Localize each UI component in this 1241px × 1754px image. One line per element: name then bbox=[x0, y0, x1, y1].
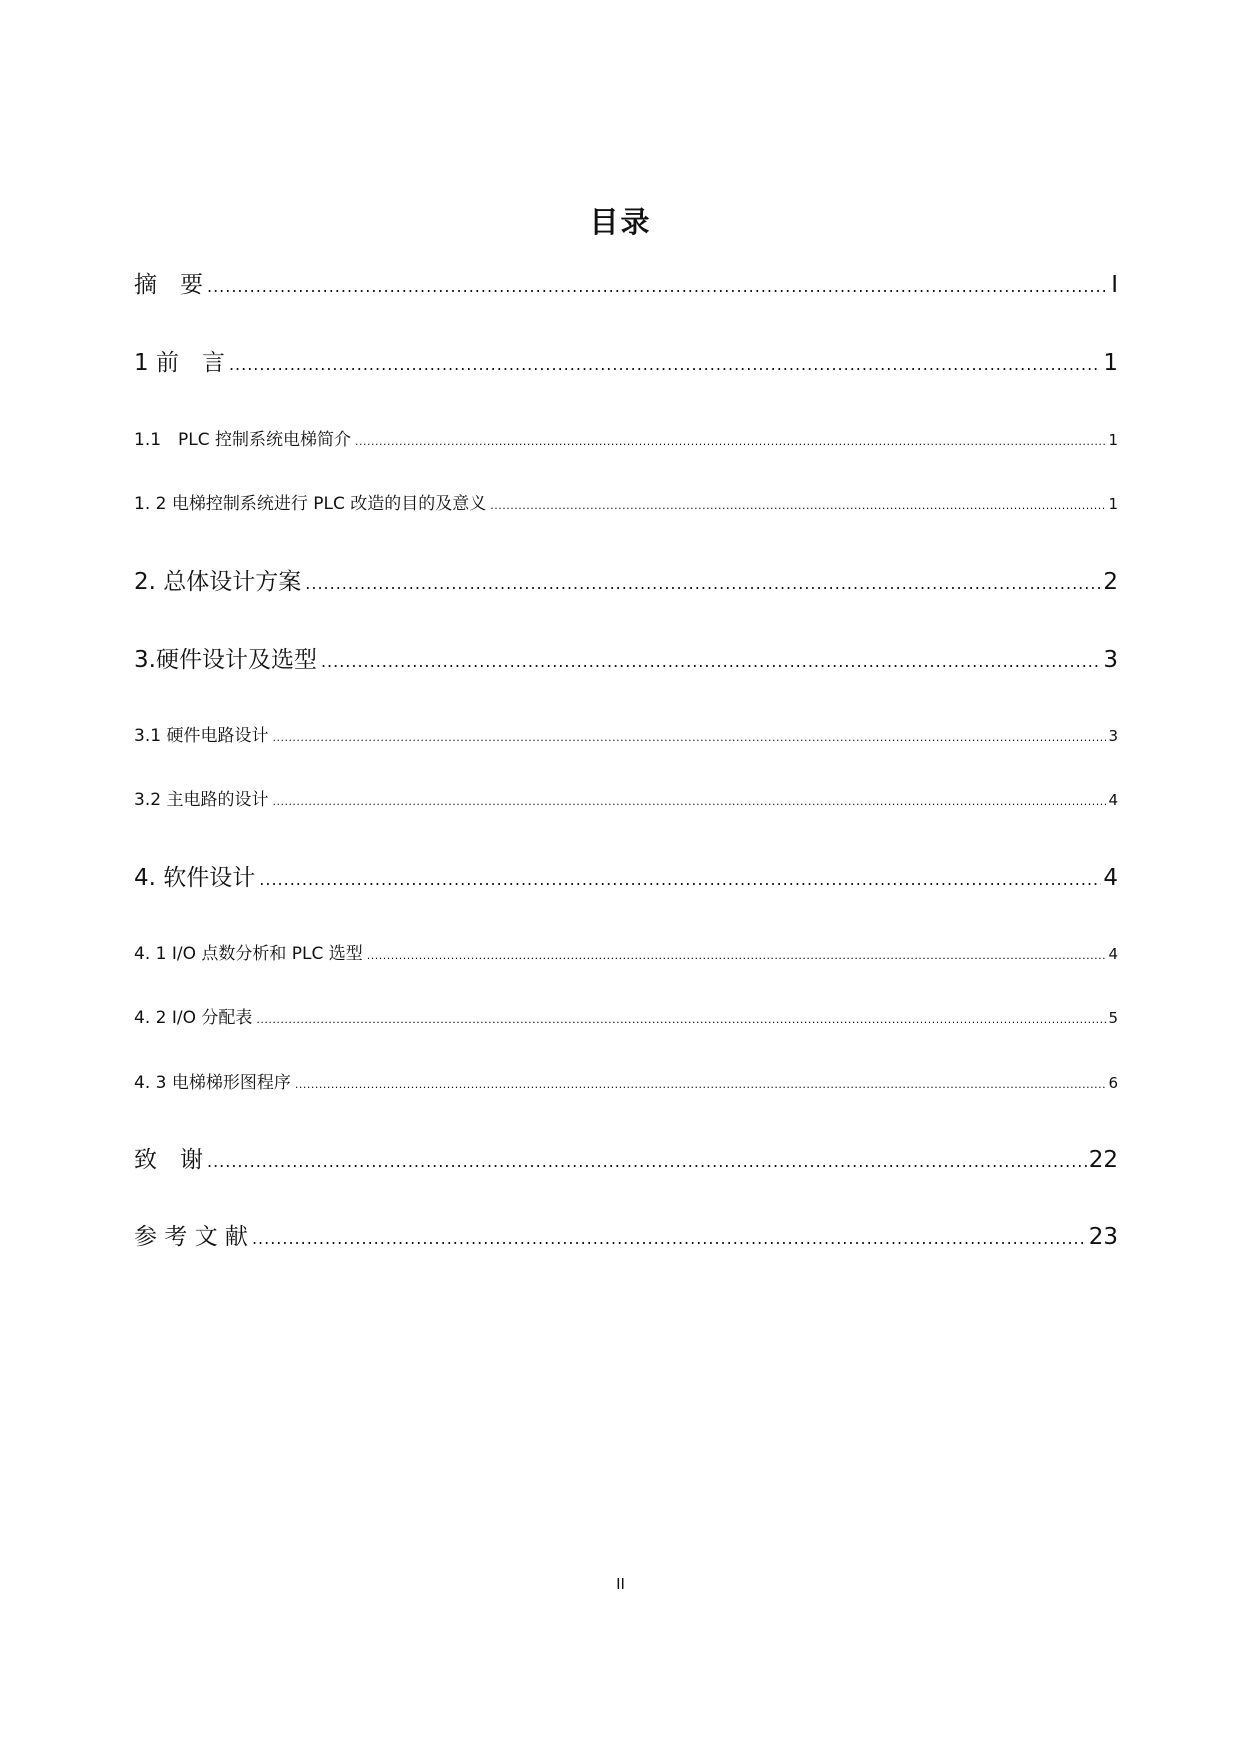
toc-entry-label: 致 谢 bbox=[134, 1147, 203, 1173]
dot-leader bbox=[259, 865, 1101, 895]
dot-leader bbox=[229, 350, 1101, 380]
toc-entry-preface[interactable] bbox=[134, 348, 1118, 380]
toc-entry-page: 22 bbox=[1088, 1147, 1118, 1173]
toc-entry-label: 3.1 硬件电路设计 bbox=[134, 726, 269, 746]
toc-entry-3[interactable] bbox=[134, 645, 1118, 677]
page-number: II bbox=[616, 1575, 625, 1593]
dot-leader bbox=[252, 1224, 1087, 1254]
toc-entry-4-3[interactable] bbox=[134, 1071, 1118, 1097]
toc-entry-label: 4. 2 I/O 分配表 bbox=[134, 1008, 253, 1028]
dot-leader bbox=[256, 1008, 1106, 1032]
toc-entry-acknowledgements[interactable] bbox=[134, 1145, 1118, 1177]
toc-entry-label: 4. 软件设计 bbox=[134, 865, 256, 891]
toc-entry-page: 1 bbox=[1108, 431, 1118, 449]
toc-entry-label: 3.2 主电路的设计 bbox=[134, 790, 269, 810]
toc-entry-label: 1 前 言 bbox=[134, 350, 225, 376]
dot-leader bbox=[321, 647, 1101, 677]
toc-entry-4[interactable] bbox=[134, 863, 1118, 895]
toc-entry-page: 5 bbox=[1108, 1009, 1118, 1027]
toc-entry-page: 1 bbox=[1108, 495, 1118, 513]
toc-entry-page: 1 bbox=[1103, 350, 1118, 376]
toc-entry-page: I bbox=[1111, 272, 1118, 298]
toc-entry-3-2[interactable] bbox=[134, 788, 1118, 814]
dot-leader bbox=[295, 1073, 1107, 1097]
toc-entry-label: 1.1 PLC 控制系统电梯简介 bbox=[134, 430, 352, 450]
dot-leader bbox=[367, 944, 1107, 968]
toc-entry-1-2[interactable] bbox=[134, 492, 1118, 518]
toc-entry-page: 2 bbox=[1103, 569, 1118, 595]
toc-entry-page: 6 bbox=[1108, 1074, 1118, 1092]
dot-leader bbox=[272, 726, 1106, 750]
toc-entry-4-2[interactable] bbox=[134, 1006, 1118, 1032]
toc-entry-page: 4 bbox=[1108, 791, 1118, 809]
toc-entry-label: 摘 要 bbox=[134, 272, 203, 298]
toc-entry-page: 3 bbox=[1103, 647, 1118, 673]
dot-leader bbox=[490, 494, 1106, 518]
toc-entry-label: 3.硬件设计及选型 bbox=[134, 647, 317, 673]
dot-leader bbox=[207, 272, 1109, 302]
toc-entry-2[interactable] bbox=[134, 567, 1118, 599]
dot-leader bbox=[207, 1147, 1087, 1177]
toc-entry-page: 4 bbox=[1103, 865, 1118, 891]
toc-entry-label: 参 考 文 献 bbox=[134, 1224, 248, 1250]
toc-entry-label: 4. 3 电梯梯形图程序 bbox=[134, 1073, 291, 1093]
toc-entry-page: 3 bbox=[1108, 727, 1118, 745]
toc-entry-abstract[interactable] bbox=[134, 270, 1118, 302]
toc-entry-label: 2. 总体设计方案 bbox=[134, 569, 302, 595]
toc-entry-page: 23 bbox=[1088, 1224, 1118, 1250]
toc-entry-label: 1. 2 电梯控制系统进行 PLC 改造的目的及意义 bbox=[134, 494, 487, 514]
toc-entry-1-1[interactable] bbox=[134, 428, 1118, 454]
toc-entry-4-1[interactable] bbox=[134, 942, 1118, 968]
toc-entry-label: 4. 1 I/O 点数分析和 PLC 选型 bbox=[134, 944, 363, 964]
document-title: 目录 bbox=[589, 205, 652, 240]
toc-entry-page: 4 bbox=[1108, 945, 1118, 963]
toc-entry-3-1[interactable] bbox=[134, 724, 1118, 750]
dot-leader bbox=[355, 430, 1106, 454]
dot-leader bbox=[305, 569, 1101, 599]
dot-leader bbox=[272, 790, 1106, 814]
toc-entry-references[interactable] bbox=[134, 1222, 1118, 1254]
